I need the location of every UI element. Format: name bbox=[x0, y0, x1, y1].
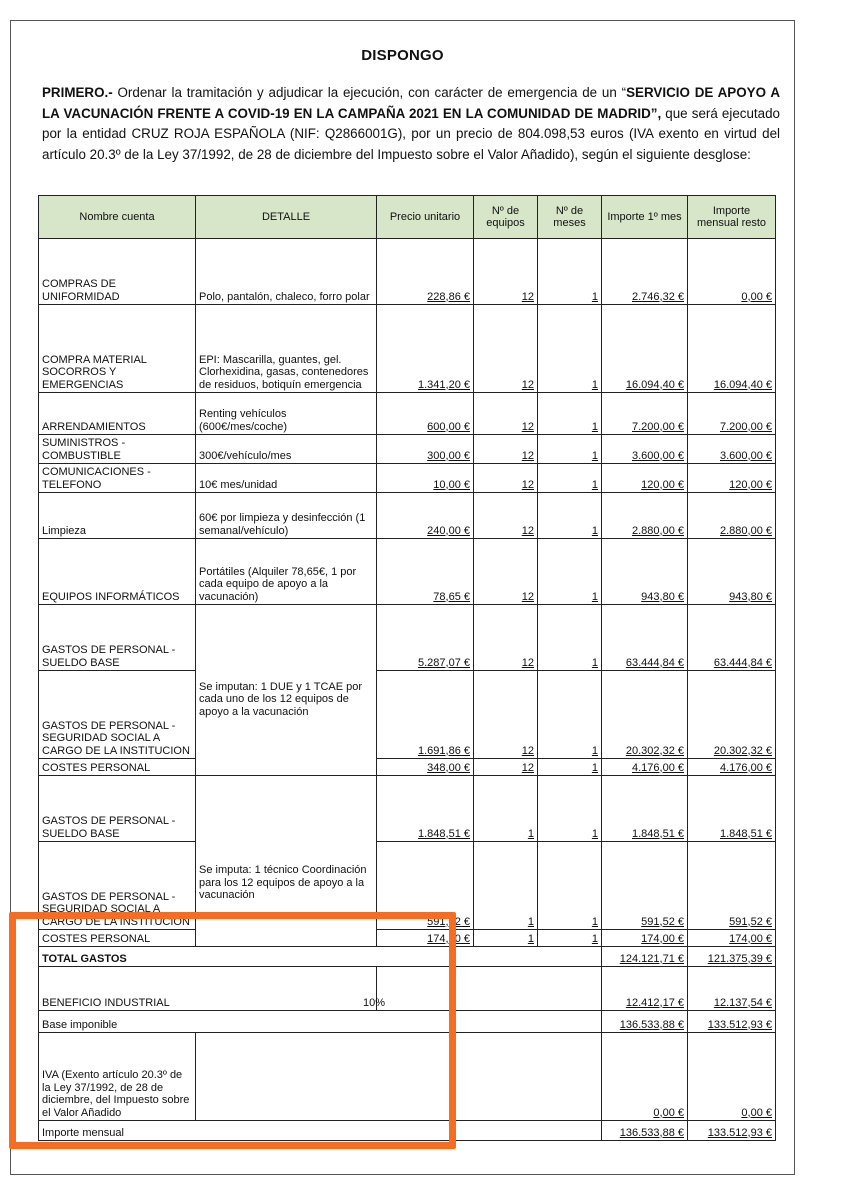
cell-detail: 60€ por limpieza y desinfección (1 semanal/vehículo) bbox=[196, 493, 377, 539]
cell-first-month: 1.848,51 € bbox=[602, 776, 688, 842]
cell-rest-months: 16.094,40 € bbox=[688, 305, 776, 393]
cell-teams: 12 bbox=[474, 605, 538, 671]
tax-base-row bbox=[39, 1011, 776, 1033]
cell-account: COMPRAS DE UNIFORMIDAD bbox=[39, 239, 196, 305]
total-row bbox=[39, 947, 776, 967]
cell-teams: 12 bbox=[474, 493, 538, 539]
table-row bbox=[39, 759, 776, 776]
profit-label bbox=[39, 967, 385, 1011]
cell-first-month: 591,52 € bbox=[602, 842, 688, 930]
monthly-amount-label: Importe mensual bbox=[39, 1121, 602, 1141]
cell-first-month: 4.176,00 € bbox=[602, 759, 688, 776]
cell-account: GASTOS DE PERSONAL - SUELDO BASE bbox=[39, 776, 196, 842]
cell-detail: 300€/vehículo/mes bbox=[196, 435, 377, 464]
profit-row bbox=[39, 967, 776, 1011]
cell-teams: 1 bbox=[474, 842, 538, 930]
cell-first-month: 63.444,84 € bbox=[602, 605, 688, 671]
table-row bbox=[39, 776, 776, 842]
col-header-account: Nombre cuenta bbox=[39, 196, 196, 239]
table-row bbox=[39, 930, 776, 947]
paragraph-text-2: que será ejecutado por la entidad CRUZ ROJA ESPAÑOLA (NIF: Q2866001G), por un precio de 804.098,53 euros (IVA exento en virtud del artículo 20.3º de la Ley 37/1992, de 28 de diciembre del Impuesto sobre el Valor Añadido), según el siguiente desglose: bbox=[42, 105, 780, 162]
cell-detail: 10€ mes/unidad bbox=[196, 464, 377, 493]
cell-account: GASTOS DE PERSONAL - SEGURIDAD SOCIAL A CARGO DE LA INSTITUCION bbox=[39, 842, 196, 930]
cell-months: 1 bbox=[538, 842, 602, 930]
paragraph-lead: PRIMERO.- bbox=[42, 85, 113, 100]
cell-price: 5.287,07 € bbox=[377, 605, 474, 671]
tax-base-first-month: 136.533,88 € bbox=[602, 1011, 688, 1033]
cell-months: 1 bbox=[538, 930, 602, 947]
monthly-amount-row bbox=[39, 1121, 776, 1141]
table-row bbox=[39, 842, 776, 930]
cell-account: COSTES PERSONAL bbox=[39, 930, 196, 947]
cell-price: 1.341,20 € bbox=[377, 305, 474, 393]
page-title: DISPONGO bbox=[361, 47, 444, 64]
cell-months: 1 bbox=[538, 759, 602, 776]
cell-price: 300,00 € bbox=[377, 435, 474, 464]
cell-rest-months: 591,52 € bbox=[688, 842, 776, 930]
cell-detail-group-1: Se imputan: 1 DUE y 1 TCAE por cada uno de los 12 equipos de apoyo a la vacunación bbox=[196, 605, 377, 776]
cell-price: 1.691,86 € bbox=[377, 671, 474, 759]
table-row bbox=[39, 605, 776, 671]
cell-price: 600,00 € bbox=[377, 393, 474, 435]
total-label: TOTAL GASTOS bbox=[39, 947, 602, 967]
cell-first-month: 174,00 € bbox=[602, 930, 688, 947]
cell-teams: 1 bbox=[474, 776, 538, 842]
profit-rest-months: 12.137,54 € bbox=[688, 967, 776, 1011]
cell-months: 1 bbox=[538, 464, 602, 493]
cell-rest-months: 1.848,51 € bbox=[688, 776, 776, 842]
cell-rest-months: 7.200,00 € bbox=[688, 393, 776, 435]
cell-price: 78,65 € bbox=[377, 539, 474, 605]
col-header-detail: DETALLE bbox=[196, 196, 377, 239]
cell-account: COMPRA MATERIAL SOCORROS Y EMERGENCIAS bbox=[39, 305, 196, 393]
tax-base-label: Base imponible bbox=[39, 1011, 602, 1033]
cell-account: EQUIPOS INFORMÁTICOS bbox=[39, 539, 196, 605]
cell-account: ARRENDAMIENTOS bbox=[39, 393, 196, 435]
table-row bbox=[39, 464, 776, 493]
table-row bbox=[39, 671, 776, 759]
cell-detail: EPI: Mascarilla, guantes, gel. Clorhexidina, gasas, contenedores de residuos, botiquín emergencia bbox=[196, 305, 377, 393]
table-header-row bbox=[39, 196, 776, 239]
cell-first-month: 7.200,00 € bbox=[602, 393, 688, 435]
cost-breakdown-table bbox=[38, 195, 776, 1141]
cell-detail: Portátiles (Alquiler 78,65€, 1 por cada equipo de apoyo a la vacunación) bbox=[196, 539, 377, 605]
cell-teams: 12 bbox=[474, 305, 538, 393]
cell-months: 1 bbox=[538, 539, 602, 605]
cell-price: 240,00 € bbox=[377, 493, 474, 539]
cell-teams: 12 bbox=[474, 239, 538, 305]
cell-detail: Renting vehículos (600€/mes/coche) bbox=[196, 393, 377, 435]
vat-rest-months: 0,00 € bbox=[688, 1033, 776, 1121]
cell-rest-months: 943,80 € bbox=[688, 539, 776, 605]
cell-account: GASTOS DE PERSONAL - SEGURIDAD SOCIAL A CARGO DE LA INSTITUCION bbox=[39, 671, 196, 759]
cell-first-month: 943,80 € bbox=[602, 539, 688, 605]
cell-first-month: 2.746,32 € bbox=[602, 239, 688, 305]
cell-months: 1 bbox=[538, 671, 602, 759]
cell-teams: 12 bbox=[474, 464, 538, 493]
cell-price: 1.848,51 € bbox=[377, 776, 474, 842]
cell-first-month: 2.880,00 € bbox=[602, 493, 688, 539]
col-header-first-month: Importe 1º mes bbox=[602, 196, 688, 239]
cell-teams: 12 bbox=[474, 539, 538, 605]
cell-first-month: 16.094,40 € bbox=[602, 305, 688, 393]
vat-first-month: 0,00 € bbox=[602, 1033, 688, 1121]
vat-label: IVA (Exento artículo 20.3º de la Ley 37/1992, de 28 de diciembre, del Impuesto sobre el Valor Añadido bbox=[39, 1033, 196, 1121]
cell-price: 10,00 € bbox=[377, 464, 474, 493]
cell-first-month: 120,00 € bbox=[602, 464, 688, 493]
table-row bbox=[39, 393, 776, 435]
paragraph-text-1: Ordenar la tramitación y adjudicar la ejecución, con carácter de emergencia de un “ bbox=[112, 85, 627, 100]
col-header-unit-price: Precio unitario bbox=[377, 196, 474, 239]
cell-teams: 12 bbox=[474, 393, 538, 435]
col-header-teams: Nº de equipos bbox=[474, 196, 538, 239]
vat-empty bbox=[196, 1033, 602, 1121]
cell-months: 1 bbox=[538, 435, 602, 464]
cell-months: 1 bbox=[538, 239, 602, 305]
profit-first-month: 12.412,17 € bbox=[602, 967, 688, 1011]
profit-empty bbox=[377, 967, 602, 1011]
cell-months: 1 bbox=[538, 605, 602, 671]
cell-rest-months: 3.600,00 € bbox=[688, 435, 776, 464]
cell-account: COSTES PERSONAL bbox=[39, 759, 196, 776]
cell-rest-months: 0,00 € bbox=[688, 239, 776, 305]
col-header-months: Nº de meses bbox=[538, 196, 602, 239]
monthly-amount-rest-months: 133.512,93 € bbox=[688, 1121, 776, 1141]
cell-months: 1 bbox=[538, 305, 602, 393]
cell-account: SUMINISTROS - COMBUSTIBLE bbox=[39, 435, 196, 464]
cell-account: Limpieza bbox=[39, 493, 196, 539]
cell-months: 1 bbox=[538, 776, 602, 842]
table-row bbox=[39, 493, 776, 539]
profit-label-text: BENEFICIO INDUSTRIAL bbox=[42, 996, 170, 1009]
col-header-rest-months: Importe mensual resto bbox=[688, 196, 776, 239]
cell-first-month: 3.600,00 € bbox=[602, 435, 688, 464]
cell-teams: 1 bbox=[474, 930, 538, 947]
cell-months: 1 bbox=[538, 393, 602, 435]
cell-rest-months: 20.302,32 € bbox=[688, 671, 776, 759]
cell-price: 174,00 € bbox=[377, 930, 474, 947]
cell-teams: 12 bbox=[474, 759, 538, 776]
cell-detail: Polo, pantalón, chaleco, forro polar bbox=[196, 239, 377, 305]
cell-teams: 12 bbox=[474, 671, 538, 759]
cell-rest-months: 2.880,00 € bbox=[688, 493, 776, 539]
total-first-month: 124.121,71 € bbox=[602, 947, 688, 967]
cell-rest-months: 4.176,00 € bbox=[688, 759, 776, 776]
cell-rest-months: 174,00 € bbox=[688, 930, 776, 947]
monthly-amount-first-month: 136.533,88 € bbox=[602, 1121, 688, 1141]
table-row bbox=[39, 435, 776, 464]
cell-price: 228,86 € bbox=[377, 239, 474, 305]
vat-row bbox=[39, 1033, 776, 1121]
cell-first-month: 20.302,32 € bbox=[602, 671, 688, 759]
cell-rest-months: 63.444,84 € bbox=[688, 605, 776, 671]
cell-months: 1 bbox=[538, 493, 602, 539]
table-row bbox=[39, 539, 776, 605]
table-row bbox=[39, 305, 776, 393]
cell-teams: 12 bbox=[474, 435, 538, 464]
table-row bbox=[39, 239, 776, 305]
service-name: SERVICIO DE APOYO A LA VACUNACIÓN FRENTE A COVID-19 EN LA CAMPAÑA 2021 EN LA COMUNIDAD DE MADRID”, bbox=[42, 85, 780, 121]
cell-rest-months: 120,00 € bbox=[688, 464, 776, 493]
cell-account: GASTOS DE PERSONAL - SUELDO BASE bbox=[39, 605, 196, 671]
cell-account: COMUNICACIONES - TELEFONO bbox=[39, 464, 196, 493]
cell-detail-group-2: Se imputa: 1 técnico Coordinación para los 12 equipos de apoyo a la vacunación bbox=[196, 776, 377, 947]
cell-price: 348,00 € bbox=[377, 759, 474, 776]
cell-price: 591,52 € bbox=[377, 842, 474, 930]
body-paragraph bbox=[42, 83, 780, 165]
total-rest-months: 121.375,39 € bbox=[688, 947, 776, 967]
profit-percent: 10% bbox=[362, 996, 385, 1009]
tax-base-rest-months: 133.512,93 € bbox=[688, 1011, 776, 1033]
